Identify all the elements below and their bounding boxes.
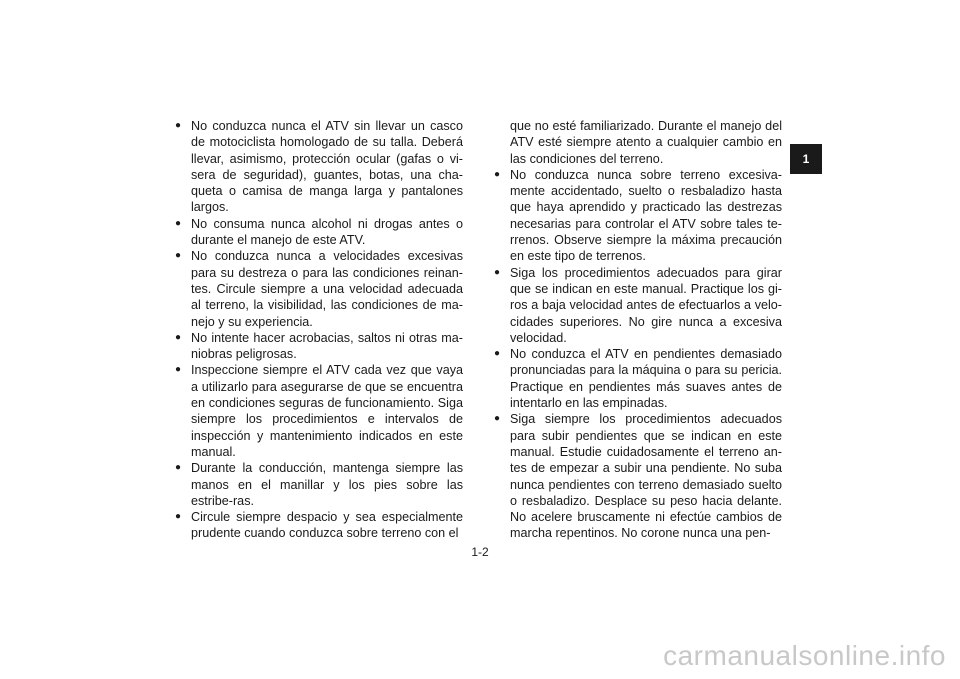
item-text: Durante la conducción, mantenga siempre las manos en el manillar y los pies sobre las estribe-ras. <box>191 461 463 508</box>
bullet-icon: ● <box>494 266 501 278</box>
item-text: No consuma nunca alcohol ni drogas antes o durante el manejo de este ATV. <box>191 216 463 248</box>
item-text: No conduzca nunca a velocidades excesivas para su destreza o para las condiciones reinan-tes. Circule siempre a una velocidad adecuada al terreno, la visibilidad, las condiciones de ma-nejo y su experiencia. <box>191 249 463 329</box>
bullet-item <box>494 265 782 346</box>
item-text: No conduzca nunca sobre terreno excesiva-mente accidentado, suelto o resbaladizo hasta que haya aprendido y practicado las destrezas necesarias para controlar el ATV sobre tales te-rrenos. Observe siempre la máxima precaución en este tipo de terrenos. <box>510 167 782 264</box>
bullet-item <box>175 330 463 363</box>
bullet-item <box>175 362 463 460</box>
bullet-item <box>175 118 463 216</box>
bullet-icon: ● <box>494 348 501 360</box>
item-text: No intente hacer acrobacias, saltos ni otras ma-niobras peligrosas. <box>191 330 463 362</box>
bullet-item <box>175 460 463 509</box>
bullet-icon: ● <box>175 217 182 229</box>
item-text: No conduzca nunca el ATV sin llevar un casco de motociclista homologado de su talla. Deberá llevar, asimismo, protección ocular (gafas o vi-sera de seguridad), guantes, botas, una cha-queta o camisa de manga larga y pantalones largos. <box>191 119 463 215</box>
bullet-icon: ● <box>175 364 182 376</box>
bullet-item <box>175 509 463 542</box>
item-text: Siga siempre los procedimientos adecuados para subir pendientes que se indican en este manual. Estudie cuidadosamente el terreno an-tes de empezar a subir una pendiente. No suba nunca pendientes con terreno demasiado suelto o resbaladizo. Desplace su peso hacia delante. No acelere bruscamente ni efectúe cambios de marcha repentinos. No corone nunca una pen- <box>510 412 782 541</box>
bullet-icon: ● <box>175 250 182 262</box>
left-column <box>175 118 463 542</box>
bullet-icon: ● <box>494 168 501 180</box>
bullet-icon: ● <box>175 331 182 343</box>
watermark: carmanualsonline.info <box>663 640 946 671</box>
bullet-item <box>494 411 782 541</box>
bullet-icon: ● <box>175 462 182 474</box>
chapter-tab: 1 <box>790 144 822 174</box>
bullet-item <box>494 346 782 411</box>
bullet-item <box>175 216 463 249</box>
page-number: 1-2 <box>471 545 489 559</box>
bullet-item <box>494 167 782 265</box>
bullet-icon: ● <box>175 120 182 131</box>
continued-paragraph <box>494 118 782 167</box>
right-column <box>494 118 782 542</box>
bullet-icon: ● <box>494 413 501 425</box>
item-text: Siga los procedimientos adecuados para girar que se indican en este manual. Practique los gi-ros a baja velocidad antes de efectuarlos a velo-cidades superiores. No gire nunca a excesiva velocidad. <box>510 265 782 345</box>
item-text: que no esté familiarizado. Durante el manejo del ATV esté siempre atento a cualquier cambio en las condiciones del terreno. <box>510 119 782 166</box>
item-text: No conduzca el ATV en pendientes demasiado pronunciadas para la máquina o para su pericia. Practique en pendientes más suaves antes de intentarlo en las empinadas. <box>510 347 782 411</box>
bullet-item <box>175 248 463 329</box>
item-text: Circule siempre despacio y sea especialmente prudente cuando conduzca sobre terreno con el <box>191 510 463 541</box>
bullet-icon: ● <box>175 511 182 523</box>
item-text: Inspeccione siempre el ATV cada vez que vaya a utilizarlo para asegurarse de que se encuentra en condiciones seguras de funcionamiento. Siga siempre los procedimientos e intervalos de inspección y mantenimiento indicados en este manual. <box>191 363 463 459</box>
